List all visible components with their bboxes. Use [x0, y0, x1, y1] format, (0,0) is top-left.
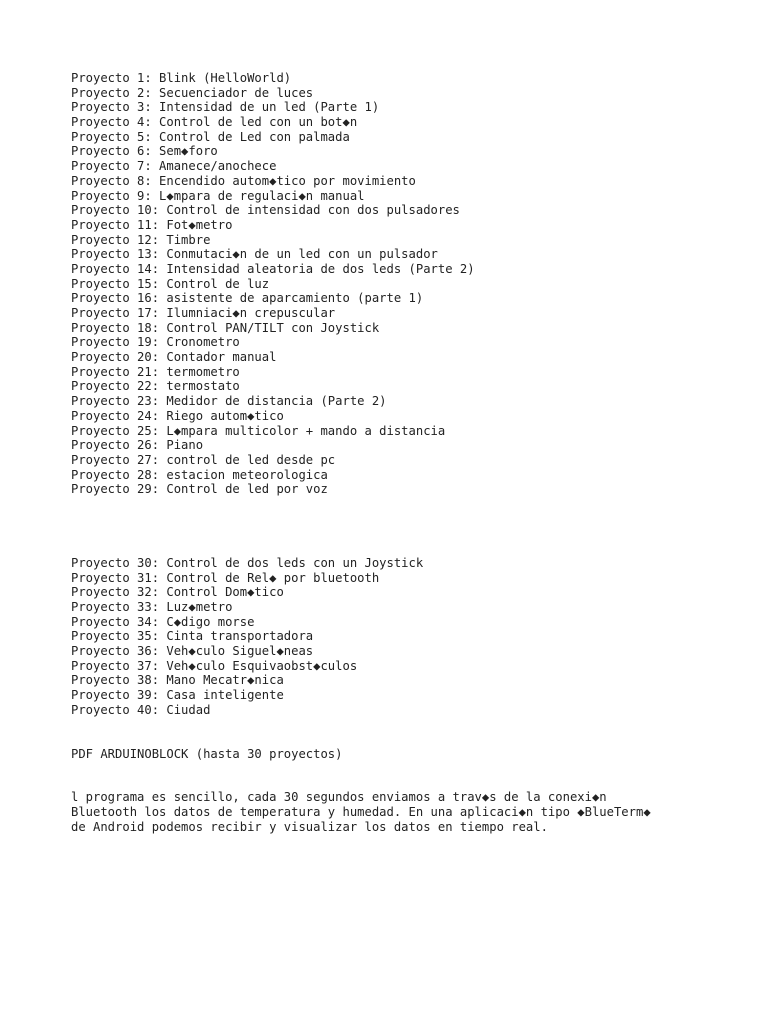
project-list-item: Proyecto 20: Contador manual	[71, 350, 277, 365]
project-list-item: Proyecto 3: Intensidad de un led (Parte 1)	[71, 100, 380, 115]
project-list-part1	[71, 71, 731, 497]
project-list-item: Proyecto 35: Cinta transportadora	[71, 629, 314, 644]
spacer	[71, 761, 731, 790]
project-list-item: Proyecto 22: termostato	[71, 379, 240, 394]
pdf-note: PDF ARDUINOBLOCK (hasta 30 proyectos)	[71, 746, 343, 761]
project-list-item: Proyecto 5: Control de Led con palmada	[71, 129, 350, 144]
project-list-item: Proyecto 9: L◆mpara de regulaci◆n manual	[71, 188, 365, 203]
project-list-item: Proyecto 38: Mano Mecatr◆nica	[71, 673, 284, 688]
spacer	[71, 718, 731, 747]
project-list-item: Proyecto 37: Veh◆culo Esquivaobst◆culos	[71, 658, 358, 673]
paragraph-line: l programa es sencillo, cada 30 segundos enviamos a trav◆s de la conexi◆n	[71, 790, 607, 805]
paragraph-line: de Android podemos recibir y visualizar los datos en tiempo real.	[71, 819, 548, 834]
project-list-item: Proyecto 25: L◆mpara multicolor + mando a distancia	[71, 423, 446, 438]
project-list-item: Proyecto 40: Ciudad	[71, 702, 211, 717]
project-list-item: Proyecto 28: estacion meteorologica	[71, 467, 328, 482]
project-list-item: Proyecto 33: Luz◆metro	[71, 600, 233, 614]
project-list-item: Proyecto 36: Veh◆culo Siguel◆neas	[71, 644, 314, 659]
project-list-item: Proyecto 10: Control de intensidad con dos pulsadores	[71, 203, 460, 218]
project-list-item: Proyecto 12: Timbre	[71, 232, 211, 247]
project-list-item: Proyecto 7: Amanece/anochece	[71, 159, 277, 174]
project-list-item: Proyecto 23: Medidor de distancia (Parte 2)	[71, 394, 387, 409]
project-list-item: Proyecto 30: Control de dos leds con un Joystick	[71, 555, 424, 570]
project-list-item: Proyecto 18: Control PAN/TILT con Joystick	[71, 320, 380, 335]
project-list-item: Proyecto 6: Sem◆foro	[71, 144, 218, 159]
project-list-item: Proyecto 2: Secuenciador de luces	[71, 85, 314, 100]
project-list-item: Proyecto 15: Control de luz	[71, 276, 270, 291]
project-list-item: Proyecto 4: Control de led con un bot◆n	[71, 115, 358, 130]
project-list-item: Proyecto 13: Conmutaci◆n de un led con un pulsador	[71, 247, 438, 262]
project-list-item: Proyecto 32: Control Dom◆tico	[71, 585, 284, 600]
project-list-item: Proyecto 14: Intensidad aleatoria de dos leds (Parte 2)	[71, 261, 475, 276]
project-list-item: Proyecto 8: Encendido autom◆tico por movimiento	[71, 173, 416, 188]
project-list-item: Proyecto 19: Cronometro	[71, 335, 240, 350]
project-list-item: Proyecto 1: Blink (HelloWorld)	[71, 71, 292, 85]
project-list-item: Proyecto 21: termometro	[71, 364, 240, 379]
document-page	[71, 71, 731, 834]
spacer	[71, 497, 731, 556]
project-list-item: Proyecto 31: Control de Rel◆ por bluetooth	[71, 570, 380, 585]
project-list-item: Proyecto 24: Riego autom◆tico	[71, 408, 284, 423]
description-paragraph	[71, 790, 731, 834]
project-list-item: Proyecto 11: Fot◆metro	[71, 217, 233, 232]
project-list-part2	[71, 556, 731, 718]
project-list-item: Proyecto 27: control de led desde pc	[71, 452, 336, 467]
project-list-item: Proyecto 17: Ilumniaci◆n crepuscular	[71, 306, 336, 320]
project-list-item: Proyecto 34: C◆digo morse	[71, 614, 255, 629]
project-list-item: Proyecto 16: asistente de aparcamiento (parte 1)	[71, 291, 424, 306]
paragraph-line: Bluetooth los datos de temperatura y humedad. En una aplicaci◆n tipo ◆BlueTerm◆	[71, 804, 651, 819]
project-list-item: Proyecto 29: Control de led por voz	[71, 482, 328, 497]
project-list-item: Proyecto 39: Casa inteligente	[71, 688, 284, 703]
project-list-item: Proyecto 26: Piano	[71, 438, 204, 453]
